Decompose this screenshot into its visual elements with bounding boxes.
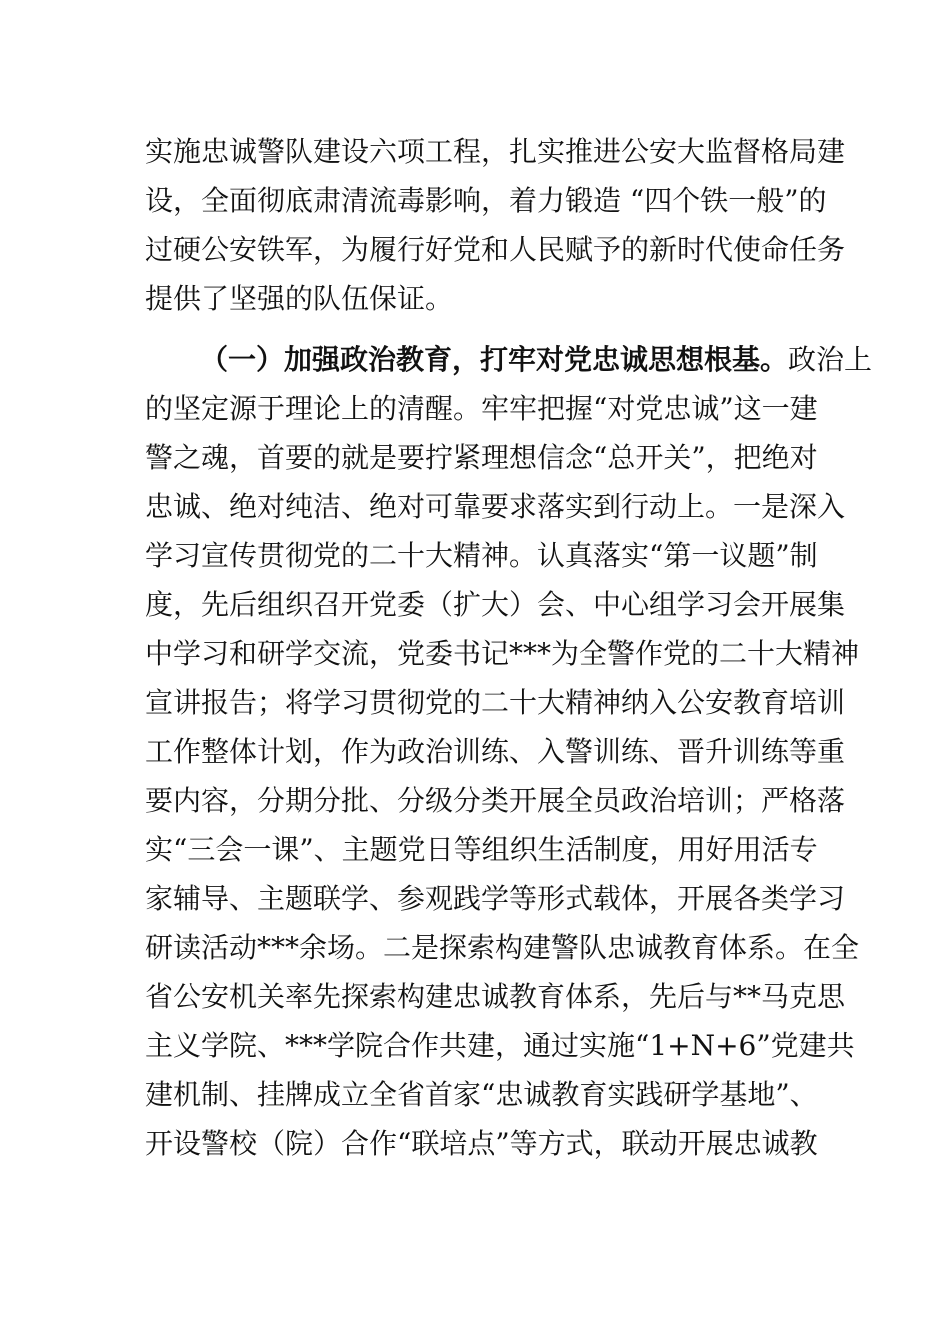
paragraph-line: 宣讲报告；将学习贯彻党的二十大精神纳入公安教育培训 bbox=[145, 686, 846, 719]
section-heading: （一）加强政治教育，打牢对党忠诚思想根基。 bbox=[200, 343, 789, 376]
paragraph-line: 中学习和研学交流，党委书记***为全警作党的二十大精神 bbox=[145, 637, 860, 670]
paragraph-line: 实“三会一课”、主题党日等组织生活制度，用好用活专 bbox=[145, 833, 818, 866]
paragraph-line: 省公安机关率先探索构建忠诚教育体系，先后与**马克思 bbox=[145, 980, 846, 1013]
paragraph-line: 提供了坚强的队伍保证。 bbox=[145, 282, 454, 315]
section-first-line bbox=[200, 334, 873, 386]
paragraph-line: 实施忠诚警队建设六项工程，扎实推进公安大监督格局建 bbox=[145, 135, 846, 168]
paragraph-line: 建机制、挂牌成立全省首家“忠诚教育实践研学基地”、 bbox=[145, 1078, 818, 1111]
paragraph-line: 度，先后组织召开党委（扩大）会、中心组学习会开展集 bbox=[145, 588, 846, 621]
paragraph-line: 的坚定源于理论上的清醒。牢牢把握“对党忠诚”这一建 bbox=[145, 392, 818, 425]
paragraph-line: 开设警校（院）合作“联培点”等方式，联动开展忠诚教 bbox=[145, 1127, 818, 1160]
paragraph-line: 设，全面彻底肃清流毒影响，着力锻造 “四个铁一般”的 bbox=[145, 184, 827, 217]
section-first-line-text: 政治上 bbox=[788, 343, 873, 376]
paragraph-line: 过硬公安铁军，为履行好党和人民赋予的新时代使命任务 bbox=[145, 233, 846, 266]
paragraph-line: 家辅导、主题联学、参观践学等形式载体，开展各类学习 bbox=[145, 882, 846, 915]
paragraph-line: 研读活动***余场。二是探索构建警队忠诚教育体系。在全 bbox=[145, 931, 860, 964]
paragraph-line: 工作整体计划，作为政治训练、入警训练、晋升训练等重 bbox=[145, 735, 846, 768]
paragraph-line: 学习宣传贯彻党的二十大精神。认真落实“第一议题”制 bbox=[145, 539, 818, 572]
paragraph-line: 主义学院、***学院合作共建，通过实施“1+N+6”党建共 bbox=[145, 1029, 855, 1062]
paragraph-line: 要内容，分期分批、分级分类开展全员政治培训；严格落 bbox=[145, 784, 846, 817]
paragraph-line: 警之魂，首要的就是要拧紧理想信念“总开关”，把绝对 bbox=[145, 441, 818, 474]
paragraph-line: 忠诚、绝对纯洁、绝对可靠要求落实到行动上。一是深入 bbox=[145, 490, 846, 523]
